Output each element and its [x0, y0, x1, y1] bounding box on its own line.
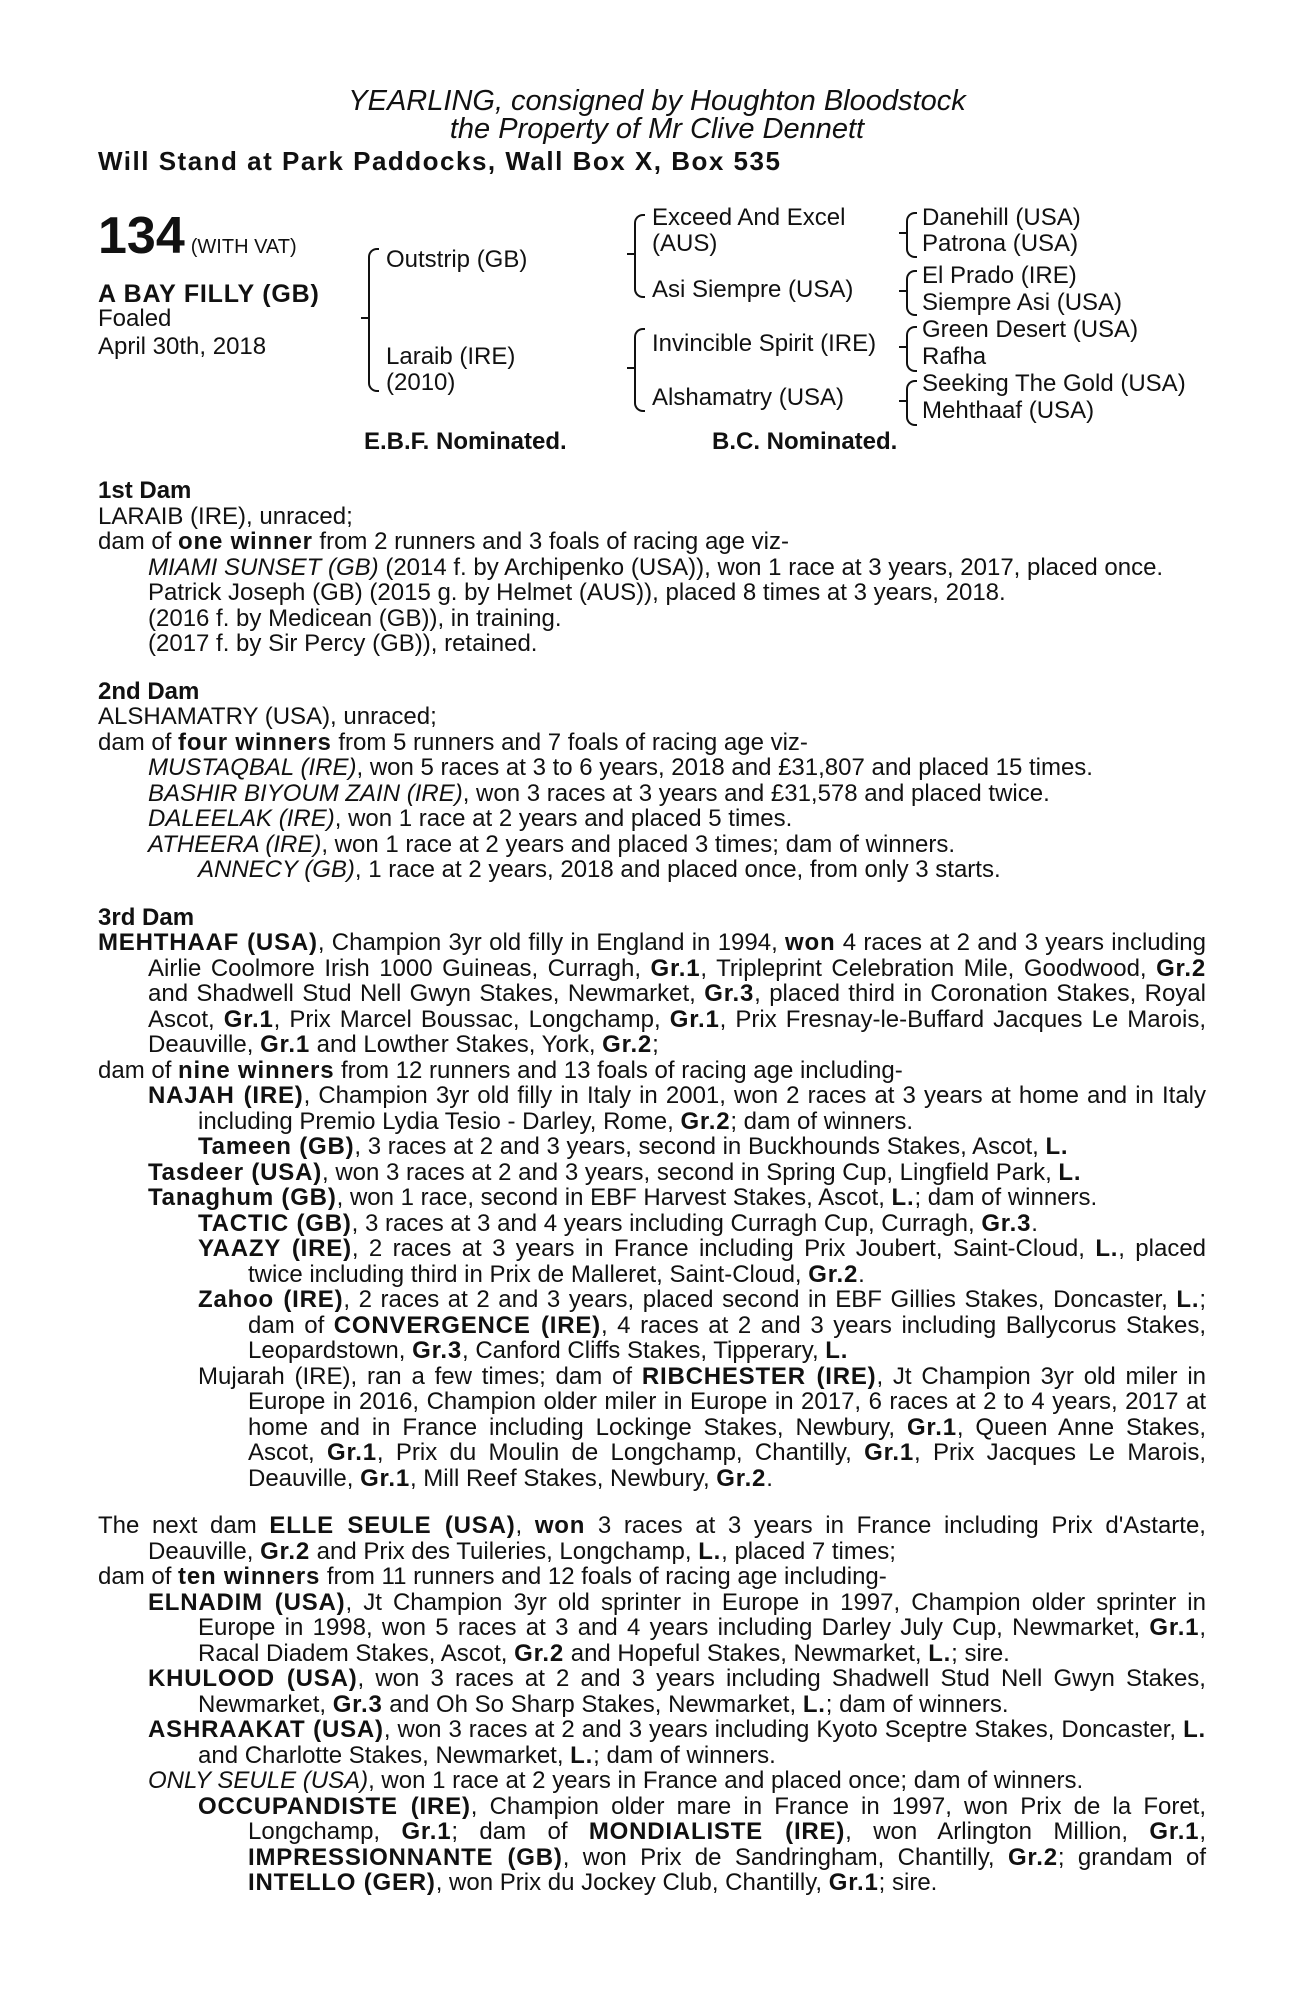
khulood-entry	[98, 1666, 1206, 1717]
bc-nominated: B.C. Nominated.	[712, 428, 898, 455]
third-dam-heading: 3rd Dam	[98, 903, 195, 931]
text: .	[766, 1464, 773, 1492]
pedigree-sire-dam: Asi Siempre (USA)	[652, 276, 854, 303]
text: , won 3 races at 2 and 3 years, second in Spring Cup, Lingfield Park,	[322, 1158, 1059, 1186]
spacer	[98, 883, 1206, 905]
won-label: won	[534, 1512, 586, 1539]
zahoo-entry	[98, 1287, 1206, 1364]
text: , Prix Jacques Le Marois, Deauville,	[248, 1439, 1206, 1492]
text: ; dam of winners.	[914, 1184, 1098, 1211]
consignor-line: YEARLING, consigned by Houghton Bloodstock	[348, 85, 966, 117]
second-dam-produce-3	[98, 806, 1206, 832]
foaled-date: April 30th, 2018	[98, 333, 267, 360]
pedigree-ssd: Patrona (USA)	[922, 230, 1079, 257]
grade-label: Gr.1	[1149, 1818, 1200, 1845]
produce-name: MIAMI SUNSET (GB)	[148, 553, 379, 581]
text: dam of	[98, 1563, 179, 1590]
ribchester-name: RIBCHESTER (IRE)	[641, 1362, 877, 1390]
text: and Hopeful Stakes, Newmarket,	[564, 1639, 929, 1667]
text: .	[1031, 1209, 1038, 1237]
first-dam-prefix: dam of	[98, 528, 179, 555]
tasdeer-entry	[98, 1160, 1206, 1186]
grade-label: Gr.3	[704, 980, 755, 1007]
occupandiste-name: OCCUPANDISTE (IRE)	[198, 1792, 471, 1820]
listed-label: L.	[1045, 1133, 1069, 1160]
text: , placed 7 times;	[721, 1537, 896, 1565]
grade-label: Gr.1	[327, 1439, 377, 1466]
grade-label: Gr.2	[716, 1464, 767, 1492]
convergence-name: CONVERGENCE (IRE)	[333, 1311, 601, 1339]
pedigree-brace-dd	[906, 380, 917, 426]
produce-record: , won 1 race at 2 years and placed 3 times; dam of winners.	[321, 830, 955, 858]
pedigree-brace-gen1-point	[361, 317, 368, 319]
text: ,	[1199, 1818, 1206, 1845]
pedigree-dam: Laraib (IRE)	[386, 343, 516, 370]
text: , won 3 races at 2 and 3 years including Kyoto Sceptre Stakes, Doncaster,	[383, 1716, 1184, 1743]
yaazy-name: YAAZY (IRE)	[198, 1235, 352, 1262]
grade-label: Gr.2	[680, 1107, 731, 1135]
text: and Lowther Stakes, York,	[309, 1031, 603, 1058]
next-dam-produce-summary	[98, 1564, 1206, 1590]
grade-label: Gr.1	[1149, 1614, 1200, 1641]
first-dam-produce-1	[98, 555, 1206, 581]
text: and Oh So Sharp Stakes, Newmarket,	[382, 1690, 803, 1718]
grade-label: Gr.1	[669, 1005, 720, 1033]
elnadim-entry	[98, 1590, 1206, 1667]
text: , Prix Fresnay-le-Buffard Jacques Le Marois, Deauville,	[148, 1005, 1206, 1058]
tanaghum-name: Tanaghum (GB)	[148, 1184, 337, 1211]
second-dam-prefix: dam of	[98, 728, 179, 756]
text: , Jt Champion 3yr old sprinter in Europe in 1997, Champion older sprinter in Europe in 1998, won 5 races at 3 and 4 years including Darley July Cup, Newmarket,	[198, 1588, 1206, 1641]
grade-label: Gr.2	[808, 1260, 859, 1288]
grade-label: Gr.1	[828, 1869, 879, 1896]
first-dam-produce-2: Patrick Joseph (GB) (2015 g. by Helmet (AUS)), placed 8 times at 3 years, 2018.	[148, 579, 1006, 606]
ebf-nominated: E.B.F. Nominated.	[364, 428, 567, 455]
tasdeer-name: Tasdeer (USA)	[148, 1158, 322, 1186]
text: , won 3 races at 2 and 3 years including Shadwell Stud Nell Gwyn Stakes, Newmarket,	[198, 1665, 1206, 1718]
text: ; dam of winners.	[593, 1741, 776, 1769]
next-dam-entry: The next dam ELLE SEULE (USA), won 3 races at 3 years in France including Prix d'Astarte, Deauville, Gr.2 and Prix des Tuileries, Longchamp, L., placed 7 times;	[98, 1512, 1206, 1565]
text: ; sire.	[951, 1639, 1010, 1667]
listed-label: L.	[891, 1184, 915, 1211]
text: , Champion 3yr old filly in Italy in 2001, won 2 races at 3 years at home and in Italy including Premio Lydia Tesio - Darley, Rome,	[198, 1082, 1206, 1135]
dam-details	[98, 478, 1206, 1896]
text: , Jt Champion 3yr old miler in Europe in 2016, Champion older miler in Europe in 2017, 6 races at 2 to 4 years, 2017 at home and in France including Lockinge Stakes, Newbury,	[248, 1362, 1207, 1441]
first-dam-suffix: from 2 runners and 3 foals of racing age viz-	[312, 528, 789, 555]
listed-label: L.	[1058, 1158, 1082, 1186]
second-dam-heading: 2nd Dam	[98, 677, 200, 705]
only-seule-name: ONLY SEULE (USA)	[148, 1767, 369, 1794]
tameen-entry	[98, 1134, 1206, 1160]
najah-entry	[98, 1083, 1206, 1134]
pedigree-brace-gen1	[368, 248, 379, 392]
najah-name: NAJAH (IRE)	[148, 1082, 304, 1109]
second-dam-produce-5	[98, 857, 1206, 883]
grade-label: Gr.1	[260, 1031, 310, 1058]
text: , Canford Cliffs Stakes, Tipperary,	[462, 1337, 826, 1364]
pedigree-brace-dam-point	[627, 367, 634, 369]
foaled-label: Foaled	[98, 305, 172, 332]
first-dam-produce-4: (2017 f. by Sir Percy (GB)), retained.	[148, 630, 538, 657]
pedigree-brace-sire-point	[627, 253, 634, 255]
tameen-name: Tameen (GB)	[198, 1133, 355, 1160]
text: , won Prix du Jockey Club, Chantilly,	[435, 1869, 829, 1896]
grade-label: Gr.1	[223, 1005, 274, 1033]
grade-label: Gr.2	[1156, 954, 1206, 982]
grade-label: Gr.2	[260, 1537, 310, 1565]
mehthaaf-name: MEHTHAAF (USA)	[98, 929, 318, 956]
text: and Charlotte Stakes, Newmarket,	[198, 1741, 571, 1769]
text: 3 races at 3 years in France including Prix d'Astarte, Deauville,	[148, 1512, 1206, 1565]
listed-label: L.	[570, 1741, 594, 1769]
text: The next dam	[98, 1512, 270, 1539]
first-dam-produce-3: (2016 f. by Medicean (GB)), in training.	[148, 604, 562, 632]
first-dam-line: LARAIB (IRE), unraced;	[98, 502, 353, 530]
pedigree-sds: El Prado (IRE)	[922, 262, 1077, 289]
listed-label: L.	[1176, 1286, 1200, 1313]
pedigree-dss: Green Desert (USA)	[922, 316, 1139, 343]
pedigree-sdd: Siempre Asi (USA)	[922, 289, 1123, 316]
lot-number: 134	[98, 207, 185, 265]
pedigree-dds: Seeking The Gold (USA)	[922, 370, 1186, 397]
ashraakat-entry	[98, 1717, 1206, 1768]
text: , Queen Anne Stakes, Ascot,	[248, 1413, 1206, 1466]
zahoo-name: Zahoo (IRE)	[198, 1286, 344, 1313]
grade-label: Gr.2	[1007, 1843, 1058, 1871]
text: ; dam of	[451, 1818, 589, 1845]
grade-label: Gr.1	[650, 954, 701, 982]
text: and Prix des Tuileries, Longchamp,	[309, 1537, 699, 1565]
pedigree-brace-sd-point	[899, 290, 906, 292]
pedigree-sire-sire-line2: (AUS)	[652, 230, 718, 257]
text: .	[858, 1260, 865, 1288]
pedigree-dam-sire: Invincible Spirit (IRE)	[652, 330, 877, 357]
grade-label: Gr.3	[332, 1690, 383, 1718]
text: , Prix Marcel Boussac, Longchamp,	[273, 1005, 670, 1033]
occupandiste-entry	[98, 1794, 1206, 1896]
produce-name: BASHIR BIYOUM ZAIN (IRE)	[148, 779, 463, 807]
pedigree-sire: Outstrip (GB)	[386, 246, 528, 273]
property-line: the Property of Mr Clive Dennett	[449, 113, 865, 145]
text: ; grandam of	[1057, 1843, 1206, 1871]
text: , won Prix de Sandringham, Chantilly,	[562, 1843, 1008, 1871]
text: , won 1 race at 2 years in France and placed once; dam of winners.	[368, 1767, 1084, 1794]
first-dam-winners: one winner	[178, 528, 313, 555]
text: , Racal Diadem Stakes, Ascot,	[198, 1614, 1206, 1667]
listed-label: L.	[1183, 1716, 1206, 1743]
text: , placed third in Coronation Stakes, Royal Ascot,	[148, 980, 1206, 1033]
third-dam-winners: nine winners	[178, 1056, 335, 1084]
mondialiste-name: MONDIALISTE (IRE)	[588, 1818, 846, 1845]
elnadim-name: ELNADIM (USA)	[148, 1588, 346, 1616]
second-dam-line: ALSHAMATRY (USA), unraced;	[98, 703, 437, 730]
grade-label: Gr.1	[360, 1464, 410, 1492]
grade-label: Gr.1	[401, 1818, 452, 1845]
stabling-line: Will Stand at Park Paddocks, Wall Box X, Box 535	[98, 146, 782, 176]
next-dam-winners: ten winners	[178, 1563, 321, 1590]
text: from 11 runners and 12 foals of racing age including-	[320, 1563, 887, 1590]
text: , 2 races at 2 and 3 years, placed second in EBF Gillies Stakes, Doncaster,	[343, 1286, 1177, 1313]
only-seule-entry	[98, 1768, 1206, 1794]
pedigree-ddd: Mehthaaf (USA)	[922, 397, 1095, 424]
text: , Mill Reef Stakes, Newbury,	[409, 1464, 717, 1492]
second-dam-produce-1	[98, 755, 1206, 781]
text: ;	[652, 1031, 659, 1058]
spacer	[98, 1491, 1206, 1513]
text: ; sire.	[878, 1869, 938, 1896]
first-dam-heading: 1st Dam	[98, 477, 192, 504]
produce-name: ANNECY (GB)	[198, 856, 355, 883]
produce-record: , won 3 races at 3 years and £31,578 and placed twice.	[462, 779, 1050, 807]
produce-name: ATHEERA (IRE)	[148, 830, 322, 858]
text: , won 1 race, second in EBF Harvest Stakes, Ascot,	[336, 1184, 892, 1211]
listed-label: L.	[825, 1337, 849, 1364]
yaazy-entry	[98, 1236, 1206, 1287]
produce-name: MUSTAQBAL (IRE)	[148, 754, 357, 781]
text: , 2 races at 3 years in France including Prix Joubert, Saint-Cloud,	[351, 1235, 1096, 1262]
pedigree-brace-ds	[906, 326, 917, 372]
third-dam-mehthaaf	[98, 930, 1206, 1058]
pedigree-brace-sire	[634, 214, 645, 298]
impressionnante-name: IMPRESSIONNANTE (GB)	[248, 1843, 563, 1871]
grade-label: Gr.1	[906, 1413, 957, 1441]
second-dam-suffix: from 5 runners and 7 foals of racing age viz-	[331, 728, 808, 756]
second-dam-produce-4	[98, 832, 1206, 858]
produce-record: , won 5 races at 3 to 6 years, 2018 and £31,807 and placed 15 times.	[356, 754, 1093, 781]
mujarah-entry	[98, 1364, 1206, 1492]
pedigree-dam-year: (2010)	[386, 369, 456, 396]
second-dam-produce-2	[98, 781, 1206, 807]
third-dam-produce-summary	[98, 1058, 1206, 1084]
listed-label: L.	[1095, 1235, 1119, 1262]
text: , won Arlington Million,	[845, 1818, 1150, 1845]
pedigree-brace-dam	[634, 328, 645, 412]
grade-label: Gr.3	[981, 1209, 1032, 1237]
text: , Champion older mare in France in 1997, won Prix de la Foret, Longchamp,	[248, 1792, 1207, 1845]
listed-label: L.	[928, 1639, 952, 1667]
pedigree-brace-sd	[906, 270, 917, 316]
text: , 3 races at 2 and 3 years, second in Buckhounds Stakes, Ascot,	[354, 1133, 1046, 1160]
won-label: won	[785, 929, 836, 956]
pedigree-brace-ds-point	[899, 346, 906, 348]
tactic-name: TACTIC (GB)	[198, 1209, 352, 1237]
pedigree-dam-dam: Alshamatry (USA)	[652, 384, 845, 411]
text: from 12 runners and 13 foals of racing age including-	[334, 1056, 903, 1084]
intello-name: INTELLO (GER)	[248, 1869, 436, 1896]
produce-record: , won 1 race at 2 years and placed 5 times.	[334, 805, 793, 832]
text: , placed twice including third in Prix de Malleret, Saint-Cloud,	[248, 1235, 1207, 1288]
text: Mujarah (IRE), ran a few times; dam of	[198, 1362, 642, 1390]
text: , Tripleprint Celebration Mile, Goodwood,	[700, 954, 1157, 982]
pedigree-brace-dd-point	[899, 400, 906, 402]
spacer	[98, 657, 1206, 679]
text: 4 races at 2 and 3 years including Airlie Coolmore Irish 1000 Guineas, Curragh,	[148, 929, 1206, 982]
text: , 3 races at 3 and 4 years including Curragh Cup, Curragh,	[351, 1209, 982, 1237]
produce-record: (2014 f. by Archipenko (USA)), won 1 race at 3 years, 2017, placed once.	[378, 553, 1164, 581]
pedigree-brace-ss-point	[899, 232, 906, 234]
grade-label: Gr.2	[514, 1639, 565, 1667]
listed-label: L.	[802, 1690, 826, 1718]
text: , Prix du Moulin de Longchamp, Chantilly,	[376, 1439, 865, 1466]
pedigree-brace-ss	[906, 212, 917, 258]
text: , 4 races at 2 and 3 years including Ballycorus Stakes, Leopardstown,	[248, 1311, 1206, 1364]
text: dam of	[98, 1056, 179, 1084]
khulood-name: KHULOOD (USA)	[148, 1665, 358, 1692]
pedigree-sire-sire-line1: Exceed And Excel	[652, 204, 846, 231]
pedigree-dsd: Rafha	[922, 343, 987, 370]
grade-label: Gr.3	[412, 1337, 463, 1364]
second-dam-winners: four winners	[178, 728, 332, 756]
produce-name: DALEELAK (IRE)	[148, 805, 335, 832]
text: ; dam of winners.	[825, 1690, 1009, 1718]
text: ; dam of	[248, 1286, 1206, 1339]
second-dam-produce-summary	[98, 730, 1206, 756]
produce-record: , 1 race at 2 years, 2018 and placed once, from only 3 starts.	[354, 856, 1001, 883]
tactic-entry	[98, 1211, 1206, 1237]
lot-name: A BAY FILLY (GB)	[98, 280, 320, 308]
listed-label: L.	[698, 1537, 722, 1565]
grade-label: Gr.1	[864, 1439, 915, 1466]
ashraakat-name: ASHRAAKAT (USA)	[148, 1716, 384, 1743]
text: ; dam of winners.	[730, 1107, 914, 1135]
vat-note: (WITH VAT)	[190, 236, 297, 258]
lot-number-block	[98, 206, 297, 279]
text: and Shadwell Stud Nell Gwyn Stakes, Newmarket,	[148, 980, 705, 1007]
tanaghum-entry	[98, 1185, 1206, 1211]
elle-seule-name: ELLE SEULE (USA)	[269, 1512, 516, 1539]
text: , Champion 3yr old filly in England in 1994,	[317, 929, 786, 956]
grade-label: Gr.2	[602, 1031, 653, 1058]
pedigree-sss: Danehill (USA)	[922, 204, 1081, 231]
first-dam-produce-summary	[98, 529, 1206, 555]
